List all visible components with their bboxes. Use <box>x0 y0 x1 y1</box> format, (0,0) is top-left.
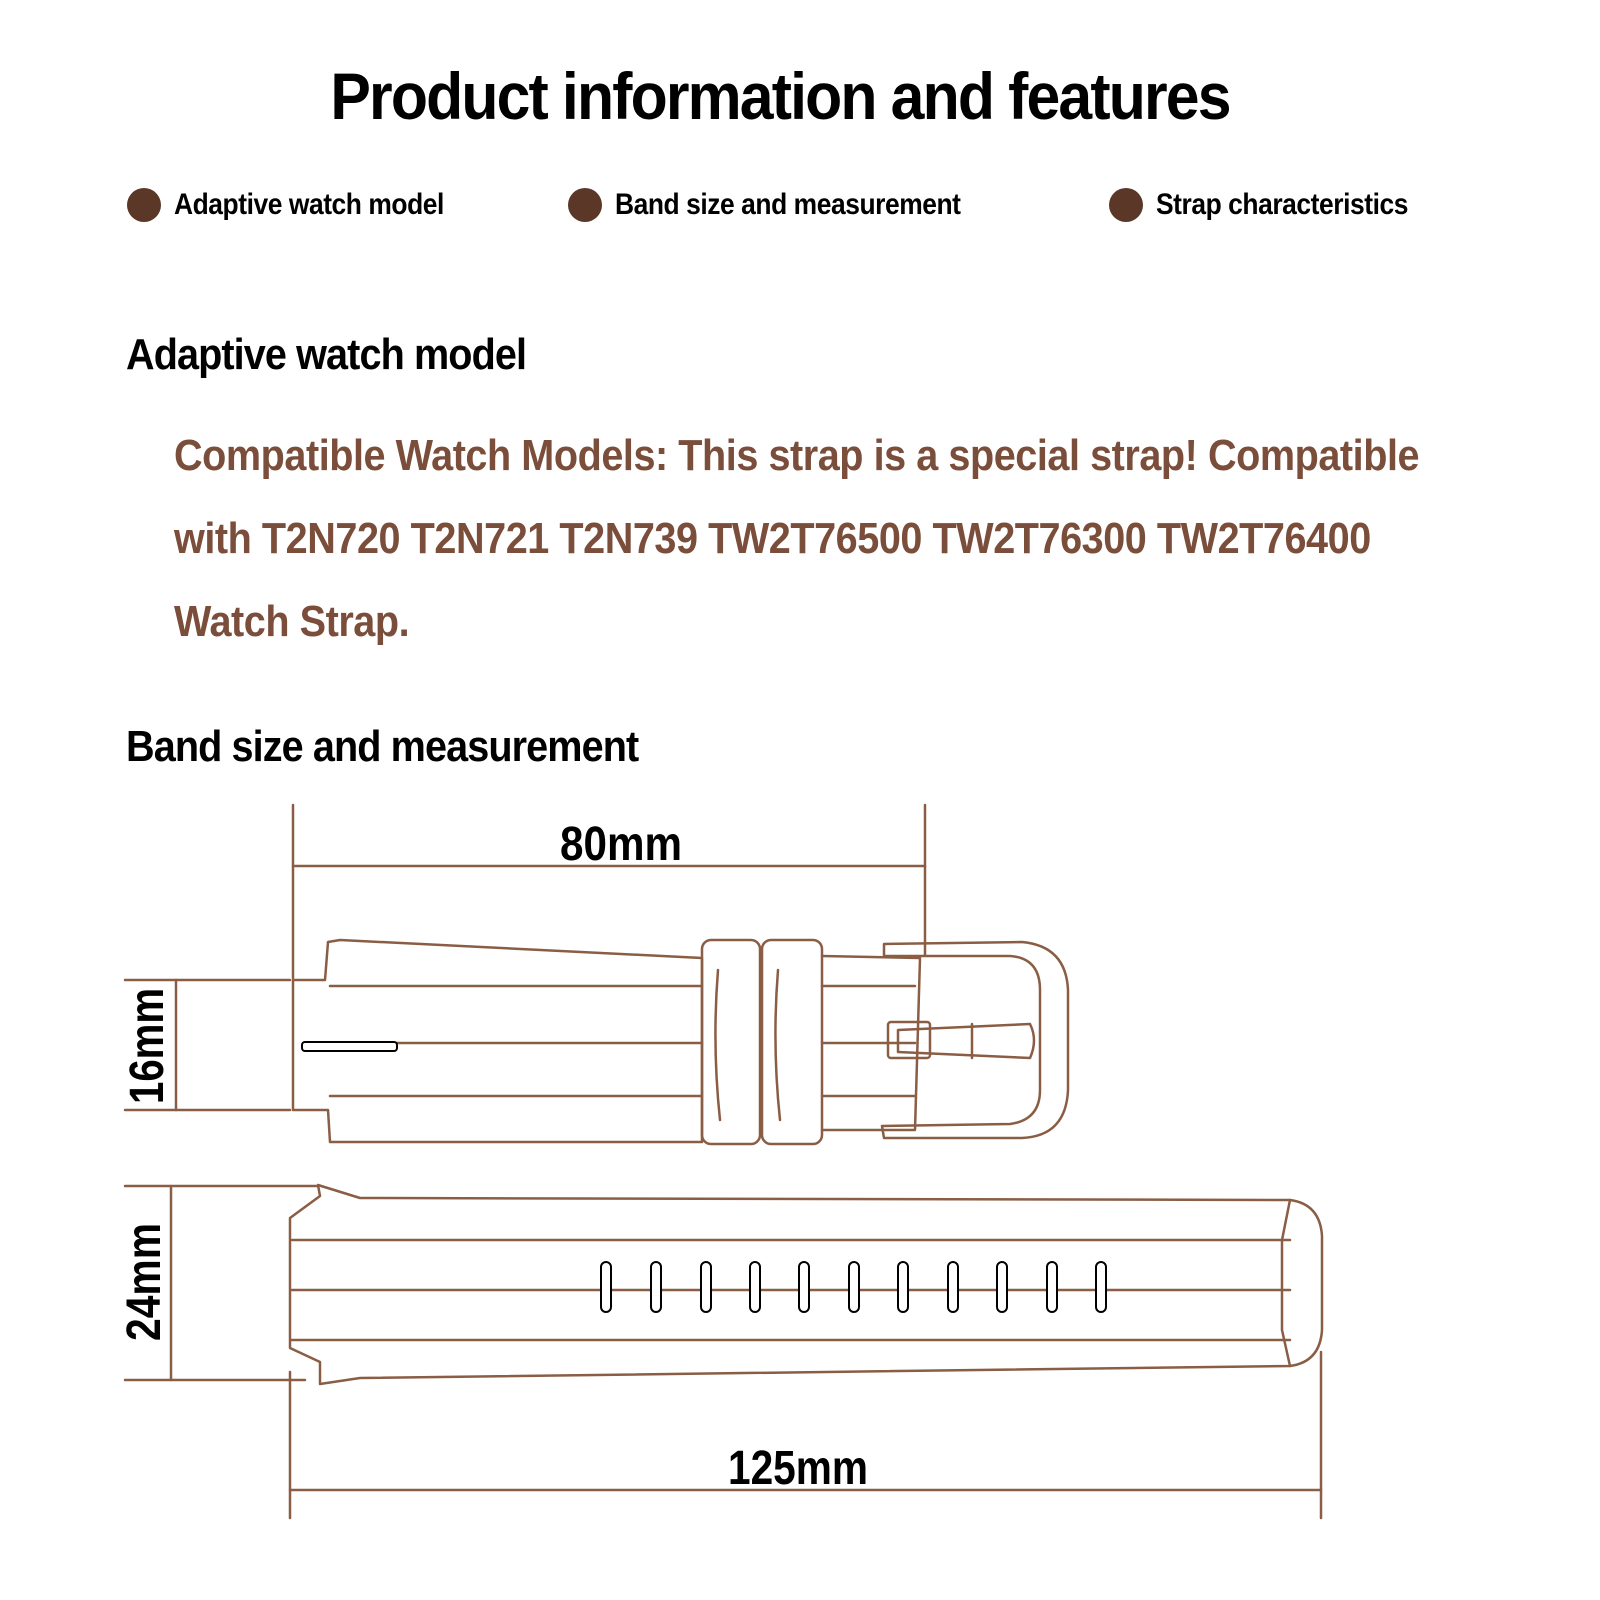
strap-hole <box>601 1262 611 1312</box>
strap-hole <box>849 1262 859 1312</box>
strap-tab <box>302 1042 397 1051</box>
strap-keeper <box>702 940 760 1144</box>
strap-hole <box>750 1262 760 1312</box>
dim-label-24: 24mm <box>118 1202 171 1341</box>
dim-label-16: 16mm <box>121 965 174 1104</box>
page-title: Product information and features <box>330 59 1230 133</box>
dim-label-80: 80mm <box>560 818 682 871</box>
nav-label: Strap characteristics <box>1156 188 1408 221</box>
strap-hole <box>1047 1262 1057 1312</box>
keeper-detail <box>715 970 720 1120</box>
adjustment-holes <box>601 1262 1106 1312</box>
dim-label-125: 125mm <box>728 1442 868 1495</box>
strap-hole <box>701 1262 711 1312</box>
strap-hole <box>651 1262 661 1312</box>
strap-hole <box>1096 1262 1106 1312</box>
strap-hole <box>997 1262 1007 1312</box>
nav-label: Adaptive watch model <box>174 188 444 221</box>
strap-hole <box>799 1262 809 1312</box>
nav-label: Band size and measurement <box>615 188 961 221</box>
band-heading: Band size and measurement <box>126 722 639 771</box>
buckle-frame <box>882 942 1068 1138</box>
strap-hole <box>898 1262 908 1312</box>
compatibility-text: Compatible Watch Models: This strap is a special strap! Compatible with T2N720 T2N721 T2N739 TW2T76500 TW2T76300 TW2T76400 Watch Strap. <box>174 431 1420 646</box>
adaptive-heading: Adaptive watch model <box>126 330 527 379</box>
strap-keeper <box>762 940 822 1144</box>
keeper-detail <box>775 970 780 1120</box>
strap-hole <box>948 1262 958 1312</box>
